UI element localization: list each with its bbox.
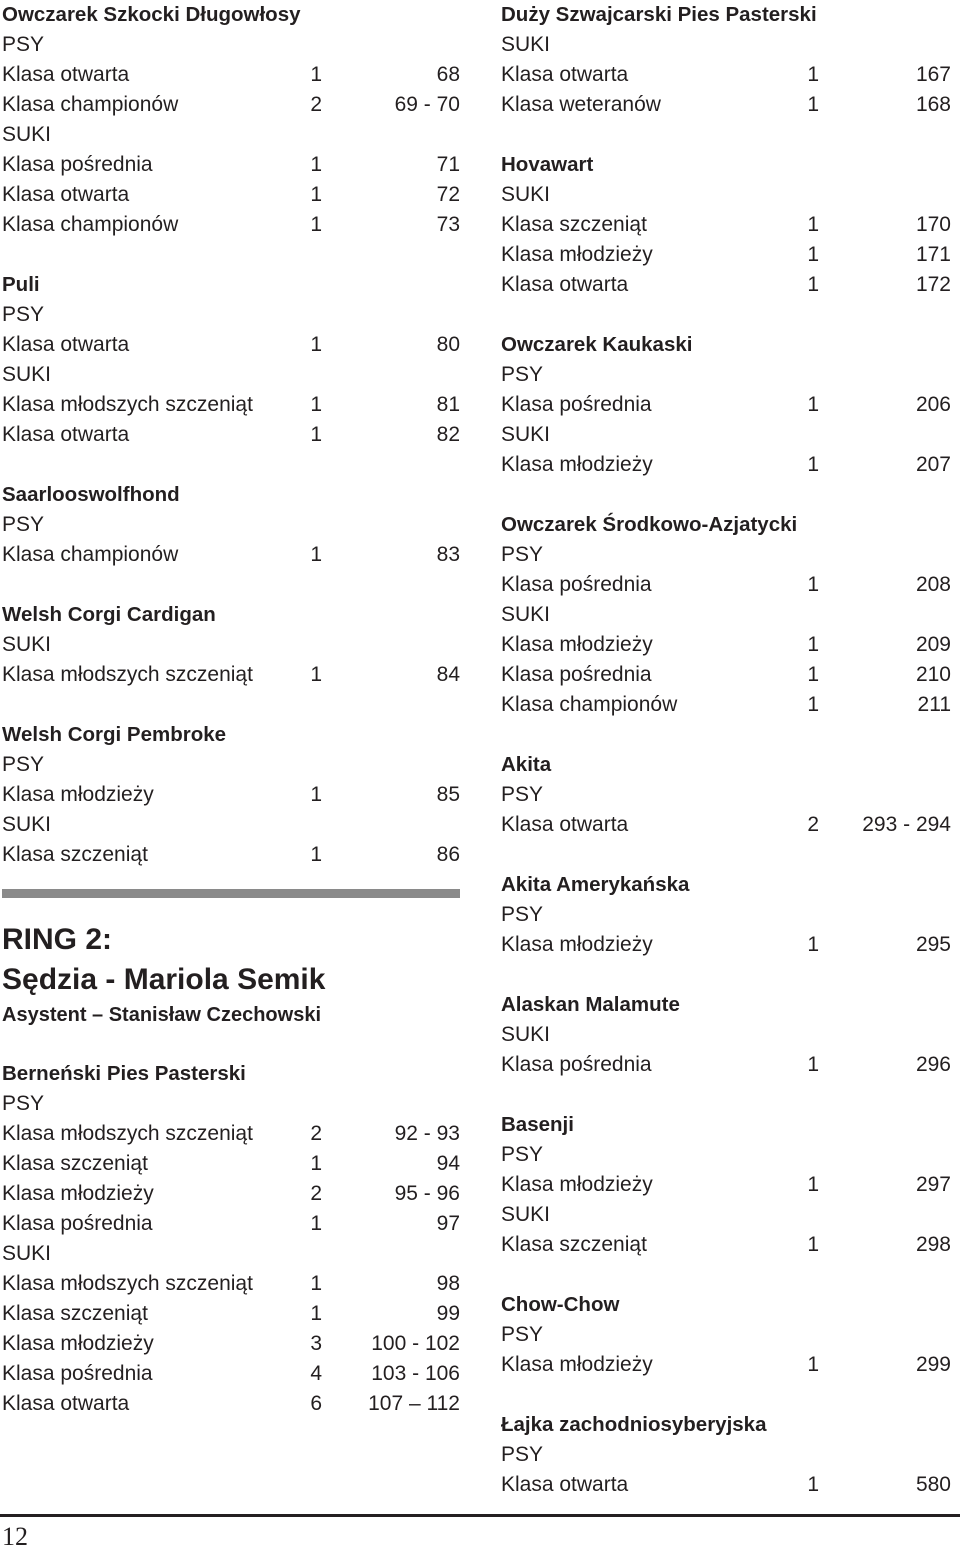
- catalog-numbers: 208: [915, 573, 951, 596]
- class-label: Klasa otwarta: [2, 423, 130, 446]
- class-label: PSY: [2, 753, 45, 776]
- section-gap: [501, 480, 951, 510]
- sex-heading: [2, 120, 460, 150]
- sex-heading: [501, 1140, 951, 1170]
- entry-count: 1: [807, 63, 819, 86]
- sex-heading: [501, 780, 951, 810]
- class-label: PSY: [501, 783, 544, 806]
- sex-heading: [501, 1320, 951, 1350]
- section-gap: [501, 1080, 951, 1110]
- catalog-numbers: 72: [436, 183, 460, 206]
- entry-count: 1: [310, 1302, 322, 1325]
- catalog-numbers: 170: [915, 213, 951, 236]
- class-label: Klasa pośrednia: [501, 573, 652, 596]
- class-label: SUKI: [501, 603, 551, 626]
- entry-count: 1: [310, 153, 322, 176]
- section-gap: [2, 690, 460, 720]
- ring-assistant: Asystent – Stanisław Czechowski: [2, 1004, 322, 1026]
- sex-heading: [2, 510, 460, 540]
- section-gap: [501, 840, 951, 870]
- class-row: [2, 540, 460, 570]
- entry-count: 1: [310, 663, 322, 686]
- section-gap: [501, 1380, 951, 1410]
- class-row: [501, 630, 951, 660]
- catalog-numbers: 295: [915, 933, 951, 956]
- class-row: [2, 210, 460, 240]
- class-label: SUKI: [501, 423, 551, 446]
- class-row: [501, 1350, 951, 1380]
- entry-count: 1: [310, 213, 322, 236]
- breed-heading: Akita: [501, 753, 552, 776]
- sex-heading: [2, 1239, 460, 1269]
- entry-count: 1: [807, 393, 819, 416]
- class-row: [501, 1050, 951, 1080]
- section-gap: [501, 300, 951, 330]
- class-label: Klasa pośrednia: [501, 1053, 652, 1076]
- section-gap: [501, 120, 951, 150]
- section-gap: [501, 960, 951, 990]
- entry-count: 1: [807, 1173, 819, 1196]
- entry-count: 1: [807, 1353, 819, 1376]
- class-label: SUKI: [2, 363, 52, 386]
- catalog-numbers: 298: [915, 1233, 951, 1256]
- catalog-numbers: 100 - 102: [371, 1332, 460, 1355]
- catalog-numbers: 107 – 112: [368, 1392, 460, 1415]
- sex-heading: [2, 30, 460, 60]
- class-label: Klasa championów: [2, 213, 179, 236]
- class-row: [2, 840, 460, 870]
- catalog-numbers: 167: [915, 63, 951, 86]
- catalog-numbers: 73: [436, 213, 460, 236]
- class-label: SUKI: [2, 123, 52, 146]
- class-row: [501, 60, 951, 90]
- sex-heading: [2, 360, 460, 390]
- sex-heading: [2, 630, 460, 660]
- section-gap: [2, 240, 460, 270]
- sex-heading: [501, 1200, 951, 1230]
- entry-count: 3: [310, 1332, 322, 1355]
- entry-count: 1: [807, 573, 819, 596]
- left-top-sections: [2, 0, 460, 870]
- catalog-numbers: 69 - 70: [394, 93, 460, 116]
- class-label: Klasa młodszych szczeniąt: [2, 1122, 253, 1145]
- class-row: [2, 1119, 460, 1149]
- catalog-numbers: 206: [915, 393, 951, 416]
- entry-count: 6: [310, 1392, 322, 1415]
- class-label: Klasa championów: [2, 543, 179, 566]
- class-label: Klasa młodzieży: [501, 633, 653, 656]
- class-label: Klasa młodzieży: [501, 1173, 653, 1196]
- entry-count: 1: [807, 273, 819, 296]
- breed-heading: Welsh Corgi Pembroke: [2, 723, 227, 746]
- sex-heading: [501, 360, 951, 390]
- class-label: Klasa otwarta: [2, 333, 130, 356]
- catalog-numbers: 98: [436, 1272, 460, 1295]
- class-label: Klasa pośrednia: [2, 1362, 153, 1385]
- class-row: [501, 570, 951, 600]
- entry-count: 2: [310, 1182, 322, 1205]
- class-label: Klasa młodzieży: [501, 453, 653, 476]
- entry-count: 1: [310, 1212, 322, 1235]
- catalog-numbers: 210: [915, 663, 951, 686]
- entry-count: 1: [807, 453, 819, 476]
- breed-heading: Saarlooswolfhond: [2, 483, 180, 506]
- catalog-numbers: 172: [915, 273, 951, 296]
- class-row: [2, 420, 460, 450]
- breed-heading: Akita Amerykańska: [501, 873, 690, 896]
- sex-heading: [501, 420, 951, 450]
- entry-count: 1: [310, 423, 322, 446]
- breed-heading: Owczarek Środkowo-Azjatycki: [501, 513, 798, 536]
- class-label: PSY: [2, 303, 45, 326]
- breed-heading: Basenji: [501, 1113, 574, 1136]
- class-row: [2, 1269, 460, 1299]
- entry-count: 1: [310, 843, 322, 866]
- class-row: [2, 330, 460, 360]
- class-row: [2, 390, 460, 420]
- class-row: [2, 1329, 460, 1359]
- left-column: [2, 0, 460, 1419]
- section-gap: [501, 1260, 951, 1290]
- class-row: [2, 780, 460, 810]
- class-row: [501, 1170, 951, 1200]
- catalog-numbers: 83: [436, 543, 460, 566]
- class-row: [501, 1230, 951, 1260]
- class-label: Klasa pośrednia: [501, 663, 652, 686]
- sex-heading: [501, 180, 951, 210]
- class-label: Klasa pośrednia: [2, 1212, 153, 1235]
- class-label: PSY: [501, 363, 544, 386]
- breed-heading: Alaskan Malamute: [501, 993, 680, 1016]
- class-row: [501, 660, 951, 690]
- entry-count: 1: [807, 1473, 819, 1496]
- entry-count: 2: [310, 1122, 322, 1145]
- sex-heading: [501, 1440, 951, 1470]
- class-row: [501, 810, 951, 840]
- class-label: PSY: [501, 903, 544, 926]
- catalog-numbers: 80: [436, 333, 460, 356]
- entry-count: 1: [310, 393, 322, 416]
- class-row: [501, 450, 951, 480]
- entry-count: 1: [807, 693, 819, 716]
- class-label: Klasa otwarta: [2, 1392, 130, 1415]
- entry-count: 1: [310, 783, 322, 806]
- class-label: Klasa championów: [2, 93, 179, 116]
- class-label: Klasa otwarta: [501, 1473, 629, 1496]
- entry-count: 1: [807, 663, 819, 686]
- entry-count: 1: [310, 183, 322, 206]
- class-label: Klasa szczeniąt: [2, 843, 148, 866]
- section-gap: [501, 720, 951, 750]
- catalog-numbers: 97: [436, 1212, 460, 1235]
- class-label: Klasa championów: [501, 693, 678, 716]
- catalog-numbers: 85: [436, 783, 460, 806]
- sex-heading: [2, 300, 460, 330]
- class-label: PSY: [2, 33, 45, 56]
- right-column: [501, 0, 951, 1500]
- class-row: [2, 1299, 460, 1329]
- class-label: Klasa młodszych szczeniąt: [2, 393, 253, 416]
- class-label: Klasa młodzieży: [2, 1332, 154, 1355]
- catalog-numbers: 296: [915, 1053, 951, 1076]
- entry-count: 1: [807, 1233, 819, 1256]
- section-divider: [2, 889, 460, 898]
- class-row: [2, 1149, 460, 1179]
- catalog-numbers: 86: [436, 843, 460, 866]
- class-label: PSY: [501, 1143, 544, 1166]
- class-label: Klasa szczeniąt: [2, 1152, 148, 1175]
- catalog-numbers: 297: [915, 1173, 951, 1196]
- catalog-numbers: 68: [436, 63, 460, 86]
- class-label: Klasa pośrednia: [501, 393, 652, 416]
- left-bottom-sections: [2, 1059, 460, 1419]
- footer-rule: [0, 1514, 960, 1517]
- catalog-numbers: 168: [915, 93, 951, 116]
- entry-count: 1: [310, 63, 322, 86]
- class-label: SUKI: [2, 1242, 52, 1265]
- catalog-numbers: 92 - 93: [394, 1122, 460, 1145]
- class-label: Klasa młodszych szczeniąt: [2, 663, 253, 686]
- catalog-numbers: 82: [436, 423, 460, 446]
- class-label: SUKI: [2, 633, 52, 656]
- breed-heading: Hovawart: [501, 153, 594, 176]
- breed-heading: Puli: [2, 273, 40, 296]
- class-label: PSY: [501, 1323, 544, 1346]
- class-label: PSY: [501, 543, 544, 566]
- catalog-numbers: 71: [436, 153, 460, 176]
- section-gap: [2, 450, 460, 480]
- catalog-numbers: 171: [915, 243, 951, 266]
- entry-count: 1: [807, 243, 819, 266]
- page-number: 12: [2, 1522, 28, 1551]
- class-row: [2, 180, 460, 210]
- sex-heading: [501, 540, 951, 570]
- breed-heading: Chow-Chow: [501, 1293, 620, 1316]
- catalog-numbers: 580: [915, 1473, 951, 1496]
- class-label: Klasa młodzieży: [501, 1353, 653, 1376]
- sex-heading: [501, 600, 951, 630]
- class-row: [2, 660, 460, 690]
- class-row: [501, 930, 951, 960]
- catalog-numbers: 95 - 96: [394, 1182, 460, 1205]
- class-label: SUKI: [501, 183, 551, 206]
- breed-heading: Duży Szwajcarski Pies Pasterski: [501, 3, 817, 26]
- class-label: Klasa szczeniąt: [2, 1302, 148, 1325]
- class-label: SUKI: [501, 33, 551, 56]
- breed-heading: Owczarek Kaukaski: [501, 333, 693, 356]
- entry-count: 1: [807, 93, 819, 116]
- class-label: Klasa młodzieży: [501, 933, 653, 956]
- catalog-numbers: 103 - 106: [371, 1362, 460, 1385]
- class-label: Klasa otwarta: [501, 813, 629, 836]
- catalog-numbers: 293 - 294: [862, 813, 951, 836]
- catalog-numbers: 299: [915, 1353, 951, 1376]
- class-row: [2, 1359, 460, 1389]
- class-row: [2, 90, 460, 120]
- entry-count: 1: [310, 543, 322, 566]
- class-row: [501, 240, 951, 270]
- class-row: [501, 270, 951, 300]
- breed-heading: Łajka zachodniosyberyjska: [501, 1413, 767, 1436]
- section-gap: [2, 570, 460, 600]
- entry-count: 1: [807, 1053, 819, 1076]
- class-label: Klasa weteranów: [501, 93, 661, 116]
- class-row: [2, 1209, 460, 1239]
- catalog-numbers: 94: [436, 1152, 460, 1175]
- sex-heading: [501, 1020, 951, 1050]
- class-label: Klasa młodzieży: [2, 783, 154, 806]
- class-row: [2, 60, 460, 90]
- class-label: SUKI: [501, 1023, 551, 1046]
- catalog-numbers: 209: [915, 633, 951, 656]
- class-label: PSY: [2, 513, 45, 536]
- class-row: [501, 210, 951, 240]
- entry-count: 1: [807, 213, 819, 236]
- class-label: Klasa młodzieży: [501, 243, 653, 266]
- sex-heading: [2, 1089, 460, 1119]
- class-row: [2, 1389, 460, 1419]
- entry-count: 1: [807, 933, 819, 956]
- sex-heading: [2, 750, 460, 780]
- class-row: [2, 1179, 460, 1209]
- breed-heading: Welsh Corgi Cardigan: [2, 603, 216, 626]
- class-label: Klasa otwarta: [501, 273, 629, 296]
- entry-count: 1: [310, 1272, 322, 1295]
- entry-count: 2: [310, 93, 322, 116]
- ring-title: RING 2:: [2, 923, 113, 956]
- catalog-numbers: 84: [436, 663, 460, 686]
- class-label: Klasa młodzieży: [2, 1182, 154, 1205]
- class-label: Klasa młodszych szczeniąt: [2, 1272, 253, 1295]
- entry-count: 1: [807, 633, 819, 656]
- class-label: Klasa otwarta: [2, 63, 130, 86]
- entry-count: 4: [310, 1362, 322, 1385]
- class-label: Klasa pośrednia: [2, 153, 153, 176]
- catalog-numbers: 81: [436, 393, 460, 416]
- class-label: Klasa otwarta: [501, 63, 629, 86]
- sex-heading: [501, 30, 951, 60]
- catalog-numbers: 211: [917, 693, 951, 716]
- class-row: [2, 150, 460, 180]
- entry-count: 1: [310, 1152, 322, 1175]
- sex-heading: [2, 810, 460, 840]
- class-label: Klasa otwarta: [2, 183, 130, 206]
- entry-count: 2: [807, 813, 819, 836]
- class-label: Klasa szczeniąt: [501, 1233, 647, 1256]
- class-label: Klasa szczeniąt: [501, 213, 647, 236]
- class-label: PSY: [501, 1443, 544, 1466]
- class-row: [501, 390, 951, 420]
- class-label: SUKI: [501, 1203, 551, 1226]
- breed-heading: Berneński Pies Pasterski: [2, 1062, 246, 1085]
- ring-judge: Sędzia - Mariola Semik: [2, 963, 326, 996]
- breed-heading: Owczarek Szkocki Długowłosy: [2, 3, 301, 26]
- catalog-numbers: 207: [915, 453, 951, 476]
- sex-heading: [501, 900, 951, 930]
- class-row: [501, 1470, 951, 1500]
- class-label: PSY: [2, 1092, 45, 1115]
- class-row: [501, 90, 951, 120]
- catalog-numbers: 99: [436, 1302, 460, 1325]
- class-row: [501, 690, 951, 720]
- class-label: SUKI: [2, 813, 52, 836]
- entry-count: 1: [310, 333, 322, 356]
